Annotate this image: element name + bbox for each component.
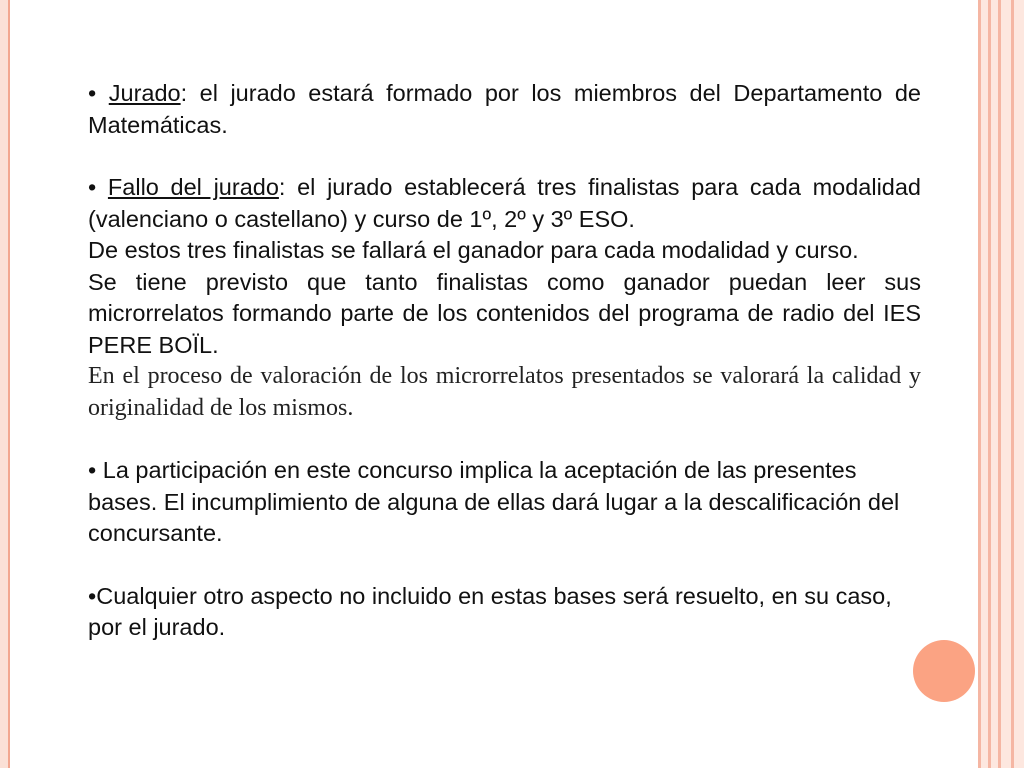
radio-paragraph: Se tiene previsto que tanto finalistas como ganador puedan leer sus microrrelatos formando parte de los contenidos del programa de radio del IES PERE BOÏL. bbox=[88, 268, 921, 358]
right-frame-stripe bbox=[1001, 0, 1011, 768]
finalistas-paragraph: De estos tres finalistas se fallará el ganador para cada modalidad y curso. bbox=[88, 237, 859, 263]
right-frame-stripe bbox=[1014, 0, 1024, 768]
bullet: • bbox=[88, 80, 97, 106]
participacion-paragraph: • La participación en este concurso implica la aceptación de las presentes bases. El incumplimiento de alguna de ellas dará lugar a la descalificación del concursante. bbox=[88, 457, 900, 546]
slide-body bbox=[88, 78, 921, 644]
right-frame-stripe bbox=[991, 0, 998, 768]
fallo-paragraph bbox=[88, 172, 921, 235]
otro-aspecto-paragraph: •Cualquier otro aspecto no incluido en estas bases será resuelto, en su caso, por el jurado. bbox=[88, 582, 892, 640]
bullet: • bbox=[88, 174, 97, 200]
fallo-term: Fallo del jurado bbox=[107, 174, 279, 200]
fallo-text: : el jurado establecerá tres finalistas para cada modalidad (valenciano o castellano) y curso de 1º, 2º y 3º ESO. bbox=[88, 174, 922, 232]
jurado-text: : el jurado estará formado por los miembros del Departamento de Matemáticas. bbox=[88, 80, 921, 138]
left-frame-band bbox=[0, 0, 8, 768]
jurado-term: Jurado bbox=[108, 80, 181, 106]
valoracion-paragraph: En el proceso de valoración de los microrrelatos presentados se valorará la calidad y originalidad de los mismos. bbox=[88, 363, 921, 421]
right-frame-stripe bbox=[981, 0, 988, 768]
jurado-paragraph bbox=[88, 78, 921, 141]
left-frame-line bbox=[8, 0, 10, 768]
decorative-circle bbox=[913, 640, 975, 702]
